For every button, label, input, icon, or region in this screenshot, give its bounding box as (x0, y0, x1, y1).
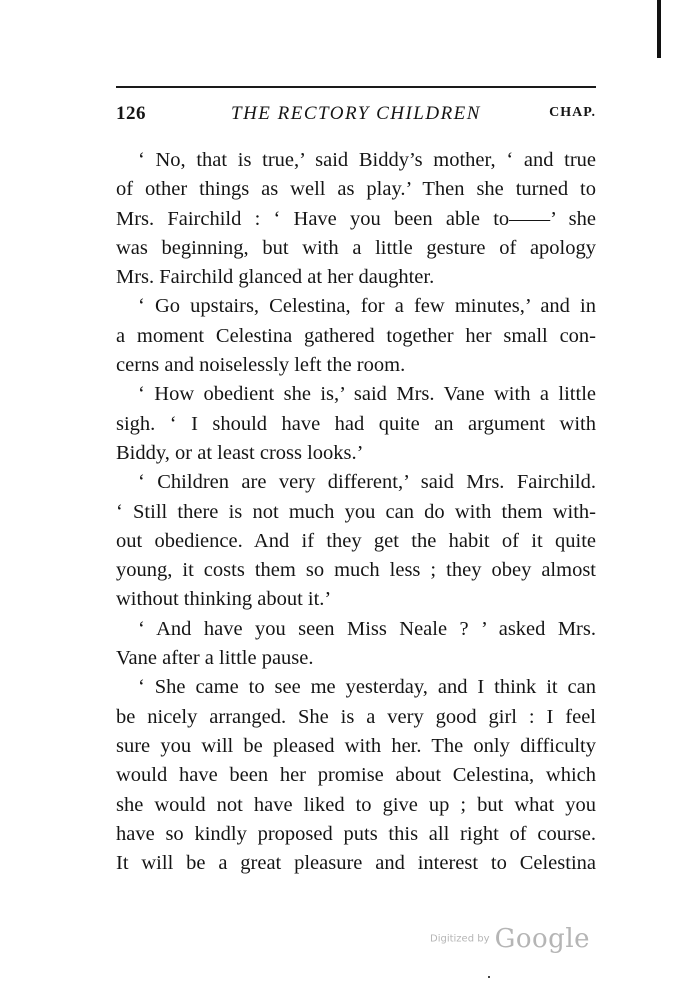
text-line: ‘ Go upstairs, Celestina, for a few minutes,’ and in (138, 295, 596, 318)
chapter-label: CHAP. (549, 105, 596, 120)
text-line: It will be a great pleasure and interest to Celestina (116, 852, 596, 875)
text-line: ‘ And have you seen Miss Neale ? ’ asked Mrs. (138, 617, 596, 640)
body-text (116, 146, 596, 878)
text-line: Mrs. Fairchild : ‘ Have you been able to——’ she (116, 207, 596, 230)
page-edge-mark (657, 0, 661, 58)
header-rule (116, 86, 596, 88)
text-line: young, it costs them so much less ; they obey almost (116, 559, 596, 582)
text-line: was beginning, but with a little gesture of apology (116, 236, 596, 259)
text-line: would have been her promise about Celestina, which (116, 764, 596, 787)
text-line: a moment Celestina gathered together her small con- (116, 324, 596, 347)
print-speck (488, 976, 490, 978)
running-title: THE RECTORY CHILDREN (231, 103, 481, 124)
page-number: 126 (116, 103, 146, 124)
text-line: without thinking about it.’ (116, 588, 332, 611)
text-line: ‘ Still there is not much you can do with them with- (116, 500, 596, 523)
watermark-prefix: Digitized by (430, 933, 490, 945)
watermark-brand: Google (494, 924, 591, 954)
text-line: be nicely arranged. She is a very good girl : I feel (116, 705, 596, 728)
text-line: sure you will be pleased with her. The only difficulty (116, 734, 596, 757)
text-line: Vane after a little pause. (116, 647, 314, 670)
text-line: Mrs. Fairchild glanced at her daughter. (116, 266, 435, 289)
text-line: ‘ How obedient she is,’ said Mrs. Vane with a little (138, 383, 596, 406)
digitized-watermark (430, 924, 590, 954)
running-header (116, 103, 596, 131)
text-line: ‘ She came to see me yesterday, and I think it can (138, 676, 596, 699)
text-line: sigh. ‘ I should have had quite an argument with (116, 412, 596, 435)
text-line: cerns and noiselessly left the room. (116, 354, 406, 377)
text-line: Biddy, or at least cross looks.’ (116, 441, 364, 464)
text-line: she would not have liked to give up ; but what you (116, 793, 596, 816)
text-line: have so kindly proposed puts this all right of course. (116, 822, 596, 845)
text-line: out obedience. And if they get the habit of it quite (116, 529, 596, 552)
text-line: ‘ Children are very different,’ said Mrs. Fairchild. (138, 471, 596, 494)
text-line: of other things as well as play.’ Then she turned to (116, 178, 596, 201)
text-line: ‘ No, that is true,’ said Biddy’s mother, ‘ and true (138, 149, 596, 171)
